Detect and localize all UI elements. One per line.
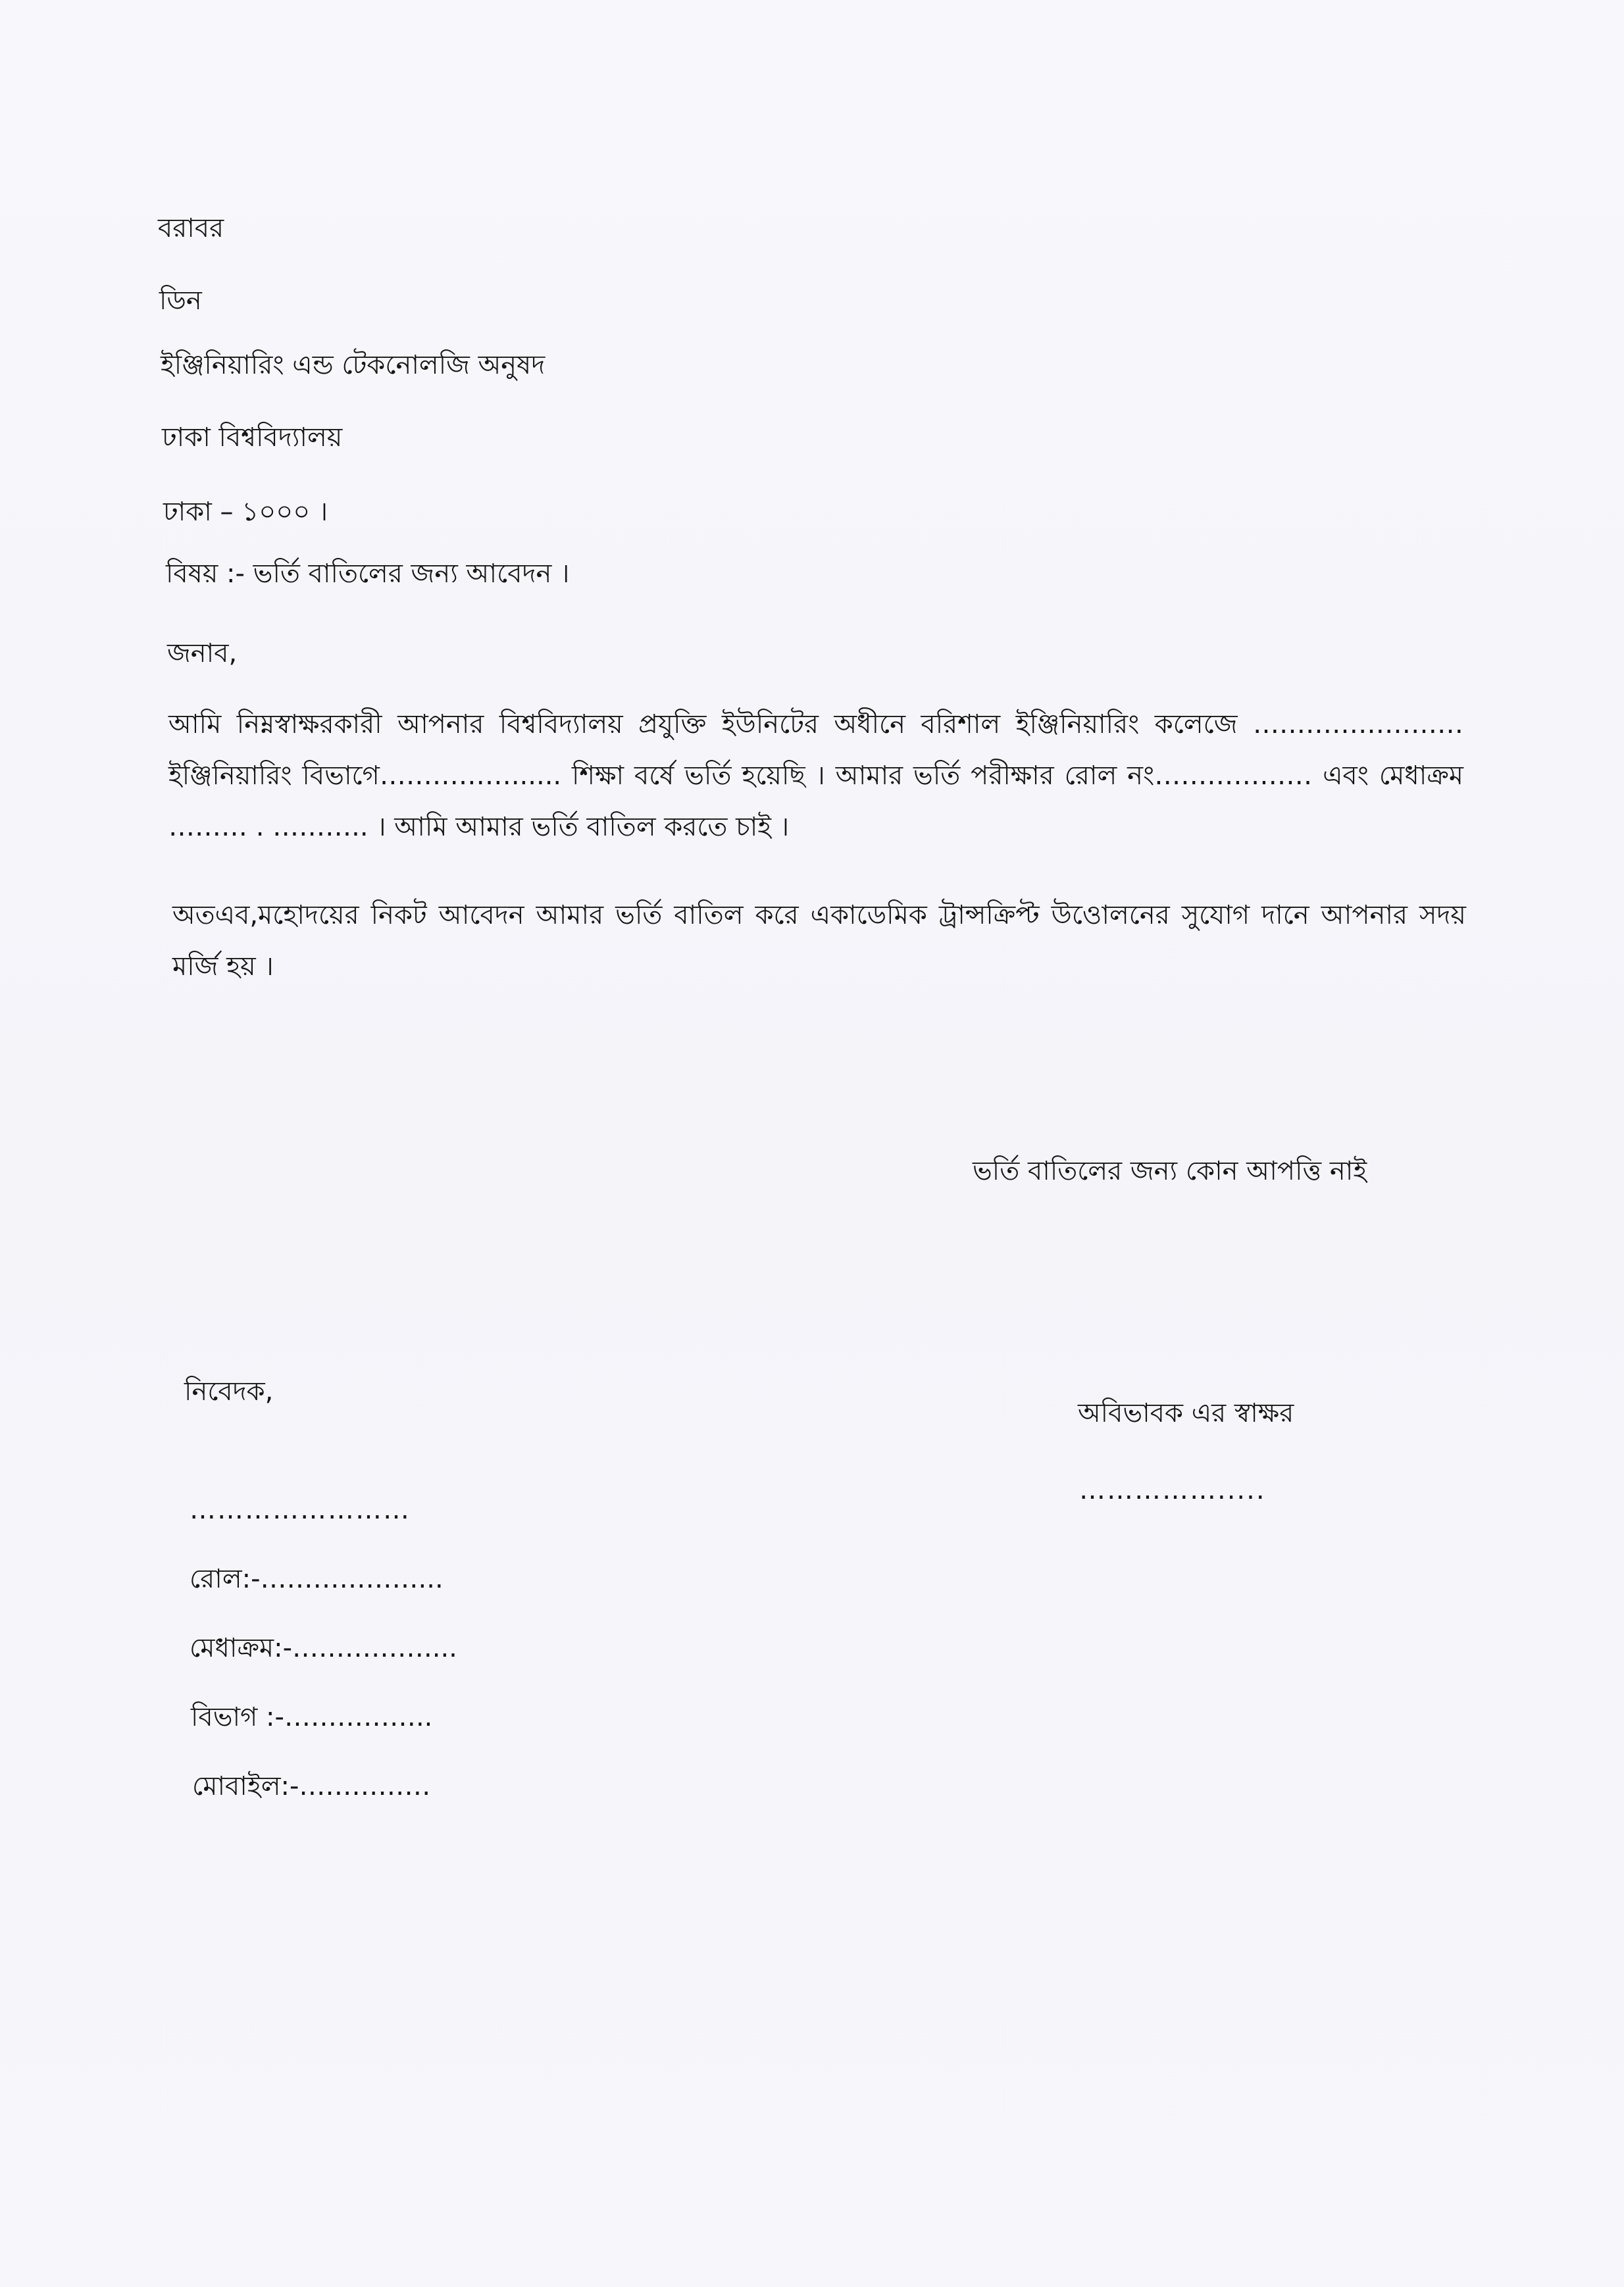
recipient-university: ঢাকা বিশ্ববিদ্যালয় xyxy=(162,422,343,453)
guardian-signature-label: অবিভাবক এর স্বাক্ষর xyxy=(1078,1398,1294,1428)
greeting: জনাব, xyxy=(167,638,238,668)
applicant-department: বিভাগ :-…………….. xyxy=(191,1702,433,1732)
applicant-roll: রোল:-………………... xyxy=(190,1564,444,1594)
recipient-faculty: ইঞ্জিনিয়ারিং এন্ড টেকনোলজি অনুষদ xyxy=(161,350,546,380)
subject-line: বিষয় :- ভর্তি বাতিলের জন্য আবেদন । xyxy=(166,559,570,589)
recipient-city: ঢাকা – ১০০০ । xyxy=(163,497,328,527)
applicant-name-blank: …………………… xyxy=(190,1495,411,1525)
guardian-consent-note: ভর্তি বাতিলের জন্য কোন আপত্তি নাই xyxy=(973,1156,1367,1186)
applicant-label: নিবেদক, xyxy=(184,1376,274,1407)
applicant-mobile: মোবাইল:-…………… xyxy=(192,1771,431,1801)
body-paragraph-2: অতএব,মহোদয়ের নিকট আবেদন আমার ভর্তি বাতিল করে একাডেমিক ট্রান্সক্রিপ্ট উওোলনের সুযোগ দানে আপনার সদয় মর্জি হয় । xyxy=(172,900,1466,982)
recipient-salutation: বরাবর xyxy=(158,213,224,243)
recipient-designation: ডিন xyxy=(159,286,202,316)
guardian-signature-blank: ……………..... xyxy=(1079,1475,1266,1505)
applicant-merit: মেধাক্রম:-…………….... xyxy=(190,1633,457,1663)
body-paragraph-1: আমি নিম্নস্বাক্ষরকারী আপনার বিশ্ববিদ্যালয় প্রযুক্তি ইউনিটের অধীনে বরিশাল ইঞ্জিনিয়ারিং কলেজে …………………… ইঞ্জিনিয়ারিং বিভাগে……………...... শিক্ষা বর্ষে ভর্তি হয়েছি । আমার ভর্তি পরীক্ষার রোল নং……………… এবং মেধাক্রম ……… . ……….. । আমি আমার ভর্তি বাতিল করতে চাই । xyxy=(168,709,1463,842)
